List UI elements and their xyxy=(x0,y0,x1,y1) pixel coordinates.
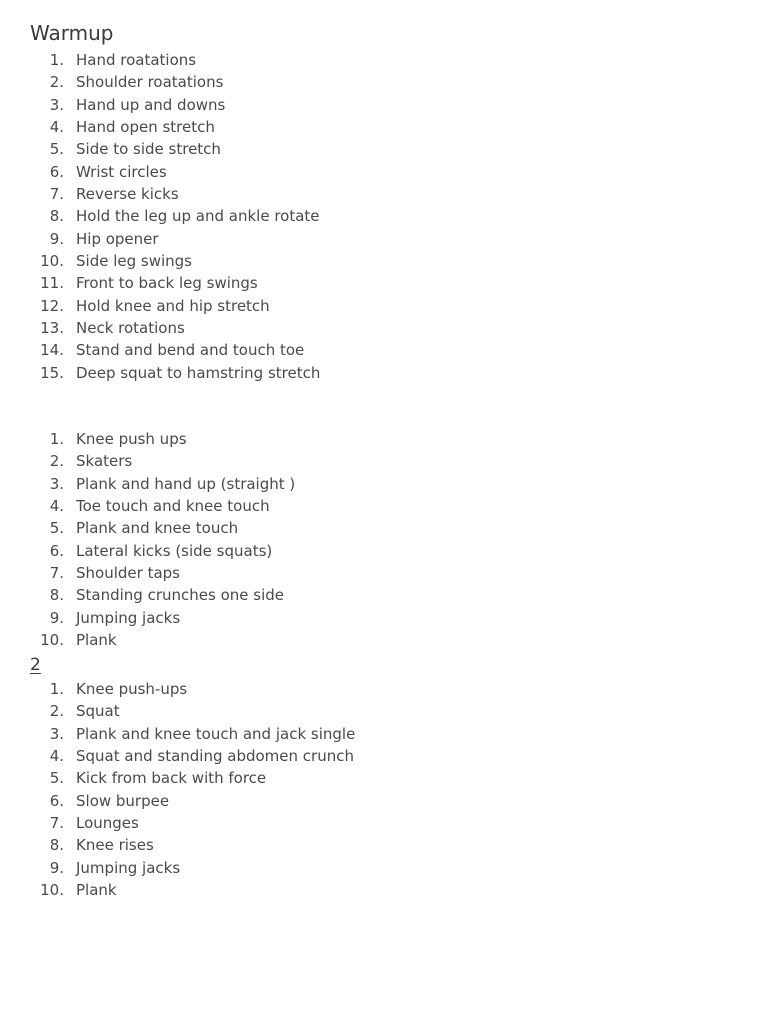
list-item-text: Wrist circles xyxy=(76,162,167,181)
list-item-number: 3. xyxy=(49,724,64,743)
list-item-text: Hand up and downs xyxy=(76,95,226,114)
list-item-text: Hand open stretch xyxy=(76,117,215,136)
list-item-number: 1. xyxy=(49,51,64,69)
list-item-text: Knee push ups xyxy=(76,430,187,448)
list-item-number: 8. xyxy=(49,207,64,226)
list-item-number: 4. xyxy=(49,746,64,765)
list-item-text: Shoulder roatations xyxy=(76,73,224,92)
list-item-text: Hand roatations xyxy=(76,51,197,69)
list-item-text: Side leg swings xyxy=(76,251,192,270)
list-item-text: Knee push-ups xyxy=(76,680,188,698)
list-item-number: 13. xyxy=(40,318,64,337)
list-item-text: Squat xyxy=(76,702,120,721)
list-item-number: 5. xyxy=(49,519,64,538)
list-item-text: Jumping jacks xyxy=(76,858,181,877)
list-item-text: Toe touch and knee touch xyxy=(76,496,270,515)
list-item-number: 4. xyxy=(49,496,64,515)
warmup-heading: Warmup xyxy=(30,21,114,45)
list-item-number: 2. xyxy=(49,702,64,721)
list-item-number: 5. xyxy=(49,140,64,159)
list-item-number: 7. xyxy=(49,813,64,832)
list-item-number: 5. xyxy=(49,769,64,788)
list-item-text: Front to back leg swings xyxy=(76,274,258,293)
list-item-number: 2. xyxy=(49,73,64,92)
list-item-number: 6. xyxy=(49,791,64,810)
workout-two-heading: 2 xyxy=(30,655,41,675)
list-item-text: Plank and knee touch xyxy=(76,519,239,538)
list-item-text: Hold the leg up and ankle rotate xyxy=(76,207,320,226)
list-item-text: Hold knee and hip stretch xyxy=(76,296,270,315)
list-item-text: Jumping jacks xyxy=(76,608,181,627)
list-item-text: Side to side stretch xyxy=(76,140,221,159)
list-item-text: Lounges xyxy=(76,813,139,832)
list-item-text: Plank xyxy=(76,630,117,649)
list-item-number: 10. xyxy=(40,880,64,899)
list-item-text: Neck rotations xyxy=(76,318,185,337)
list-item-number: 6. xyxy=(49,541,64,560)
list-item-number: 1. xyxy=(49,430,64,448)
list-item-number: 8. xyxy=(49,836,64,855)
list-item-text: Plank and hand up (straight ) xyxy=(76,474,296,493)
list-item-number: 12. xyxy=(40,296,64,315)
list-item-number: 6. xyxy=(49,162,64,181)
list-item-text: Plank and knee touch and jack single xyxy=(76,724,356,743)
list-item-number: 15. xyxy=(40,363,64,382)
list-item-number: 4. xyxy=(49,117,64,136)
list-item-text: Deep squat to hamstring stretch xyxy=(76,363,321,382)
list-item-number: 3. xyxy=(49,474,64,493)
list-item-text: Reverse kicks xyxy=(76,184,179,203)
list-item-text: Plank xyxy=(76,880,117,899)
list-item-text: Stand and bend and touch toe xyxy=(76,341,305,360)
list-item-text: Lateral kicks (side squats) xyxy=(76,541,273,560)
list-item-number: 10. xyxy=(40,251,64,270)
list-item-text: Kick from back with force xyxy=(76,769,267,788)
list-item-number: 3. xyxy=(49,95,64,114)
list-item-number: 7. xyxy=(49,563,64,582)
list-item-text: Skaters xyxy=(76,452,133,471)
list-item-text: Hip opener xyxy=(76,229,159,248)
list-item-text: Shoulder taps xyxy=(76,563,180,582)
list-item-number: 10. xyxy=(40,630,64,649)
list-item-number: 14. xyxy=(40,341,64,360)
list-item-number: 2. xyxy=(49,452,64,471)
list-item-number: 7. xyxy=(49,184,64,203)
list-item-number: 11. xyxy=(40,274,64,293)
list-item-text: Standing crunches one side xyxy=(76,586,284,605)
list-item-text: Knee rises xyxy=(76,836,154,855)
list-item-text: Slow burpee xyxy=(76,791,170,810)
list-item-number: 9. xyxy=(49,858,64,877)
list-item-number: 9. xyxy=(49,608,64,627)
list-item-number: 1. xyxy=(49,680,64,698)
list-item-number: 8. xyxy=(49,586,64,605)
list-item-number: 9. xyxy=(49,229,64,248)
list-item-text: Squat and standing abdomen crunch xyxy=(76,746,354,765)
